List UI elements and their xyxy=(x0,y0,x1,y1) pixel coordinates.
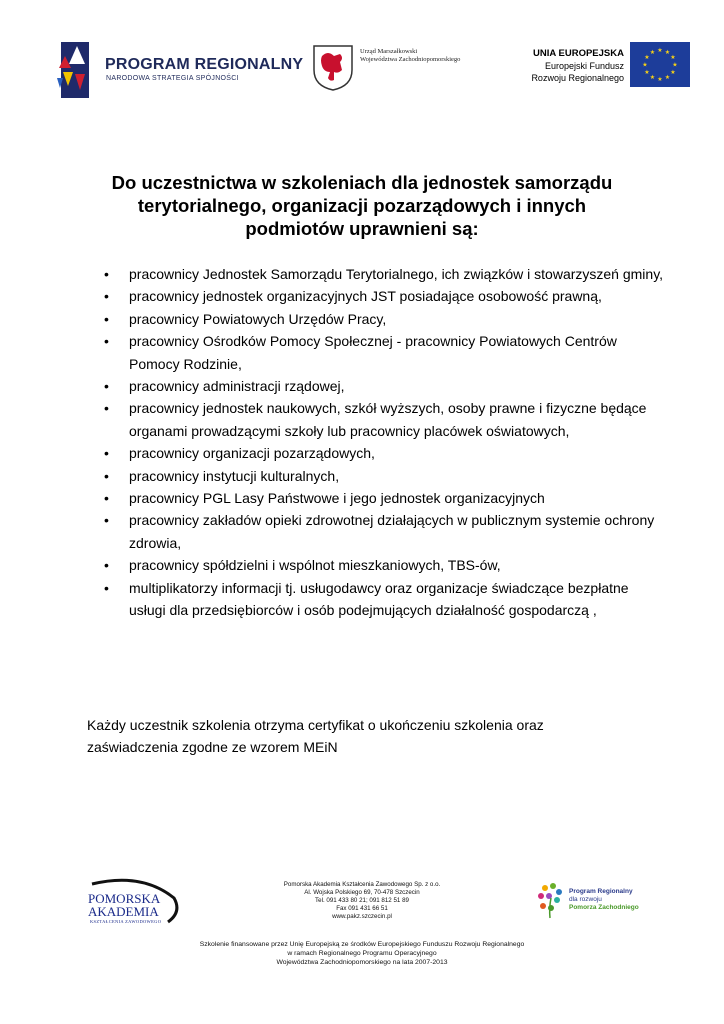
list-item: • pracownicy PGL Lasy Państwowe i jego jednostek organizacyjnych xyxy=(104,487,664,509)
list-item: • pracownicy Powiatowych Urzędów Pracy, xyxy=(104,308,664,330)
bullet: • xyxy=(104,467,109,484)
list-item: • pracownicy administracji rządowej, xyxy=(104,375,664,397)
bullet: • xyxy=(104,288,109,305)
eu-fund-line: Europejski Fundusz xyxy=(544,61,624,71)
coat-of-arms-icon xyxy=(312,44,354,92)
list-item: • pracownicy jednostek organizacyjnych JST posiadające osobowość prawną, xyxy=(104,285,664,307)
svg-text:★: ★ xyxy=(664,74,671,81)
eu-title: UNIA EUROPEJSKA xyxy=(533,48,624,59)
svg-text:★: ★ xyxy=(644,54,650,61)
bullet: • xyxy=(104,445,109,462)
pak-logo-line2: AKADEMIA xyxy=(88,904,159,919)
program-subtitle: NARODOWA STRATEGIA SPÓJNOŚCI xyxy=(106,75,239,82)
eu-fund-line-2: Rozwoju Regionalnego xyxy=(531,73,624,83)
svg-text:★: ★ xyxy=(672,61,678,69)
certificate-note: Każdy uczestnik szkolenia otrzyma certyfikat o ukończeniu szkolenia oraz zaświadczenia zgodne ze wzorem MEiN xyxy=(87,717,544,756)
list-item: • pracownicy Jednostek Samorządu Terytorialnego, ich związków i stowarzyszeń gminy, xyxy=(104,263,664,285)
svg-text:★: ★ xyxy=(644,69,650,76)
bullet: • xyxy=(104,378,109,395)
eligible-participants-list xyxy=(104,263,664,622)
bullet: • xyxy=(104,400,109,417)
list-item: • pracownicy instytucji kulturalnych, xyxy=(104,465,664,487)
list-item: • pracownicy Ośrodków Pomocy Społecznej - pracownicy Powiatowych Centrów Pomocy Rodzinie, xyxy=(104,330,664,375)
pak-logo-line1: POMORSKA xyxy=(88,891,161,906)
marshal-office-text: Urząd Marszałkowski Województwa Zachodniopomorskiego xyxy=(360,48,461,63)
svg-text:★: ★ xyxy=(649,49,656,56)
svg-text:★: ★ xyxy=(649,74,656,81)
svg-text:★: ★ xyxy=(657,47,663,54)
bullet: • xyxy=(104,333,109,350)
svg-text:★: ★ xyxy=(657,76,663,83)
company-address: Pomorska Akademia Kształcenia Zawodowego Sp. z o.o. Al. Wojska Polskiego 69, 70-478 Szczecin Tel. 091 433 80 21; 091 812 51 89 Fax 091 431 66 51 www.pakz.szczecin.pl xyxy=(283,881,441,920)
svg-text:★: ★ xyxy=(664,49,671,56)
funding-note: Szkolenie finansowane przez Unię Europejską ze środków Europejskiego Funduszu Rozwoju Regionalnego w ramach Regionalnego Programu Operacyjnego Województwa Zachodniopomorskiego na lata 2007-2013 xyxy=(199,941,525,966)
list-item: • pracownicy spółdzielni i wspólnot mieszkaniowych, TBS-ów, xyxy=(104,554,664,576)
bullet: • xyxy=(104,490,109,507)
svg-text:★: ★ xyxy=(670,54,676,61)
list-item: • pracownicy jednostek naukowych, szkół wyższych, osoby prawne i fizyczne będące organami prowadzącymi szkoły lub pracownicy placówek oświatowych, xyxy=(104,397,664,442)
svg-text:★: ★ xyxy=(642,61,648,69)
bullet: • xyxy=(104,266,109,282)
svg-text:★: ★ xyxy=(670,69,676,76)
program-title: PROGRAM REGIONALNY xyxy=(105,56,304,73)
list-item: • multiplikatorzy informacji tj. usługodawcy oraz organizacje świadczące bezpłatne usługi dla przedsiębiorców i osób podejmujących działalność gospodarczą , xyxy=(104,577,664,622)
regional-program-leaf-icon xyxy=(535,880,565,920)
bullet: • xyxy=(104,512,109,529)
eu-text-block xyxy=(500,48,624,84)
list-item: • pracownicy organizacji pozarządowych, xyxy=(104,442,664,464)
list-item: • pracownicy zakładów opieki zdrowotnej działających w publicznym systemie ochrony zdrowia, xyxy=(104,509,664,554)
eu-flag-icon xyxy=(630,42,690,87)
bullet: • xyxy=(104,579,109,596)
bullet: • xyxy=(104,557,109,574)
regional-program-text: Program Regionalny dla rozwoju Pomorza Zachodniego xyxy=(569,888,639,911)
document-title: Do uczestnictwa w szkoleniach dla jednostek samorządu terytorialnego, organizacji pozarządowych i innych podmiotów uprawnieni są: xyxy=(111,172,613,239)
pak-logo-subtitle: KSZTAŁCENIA ZAWODOWEGO xyxy=(90,919,162,924)
bullet: • xyxy=(104,310,109,327)
